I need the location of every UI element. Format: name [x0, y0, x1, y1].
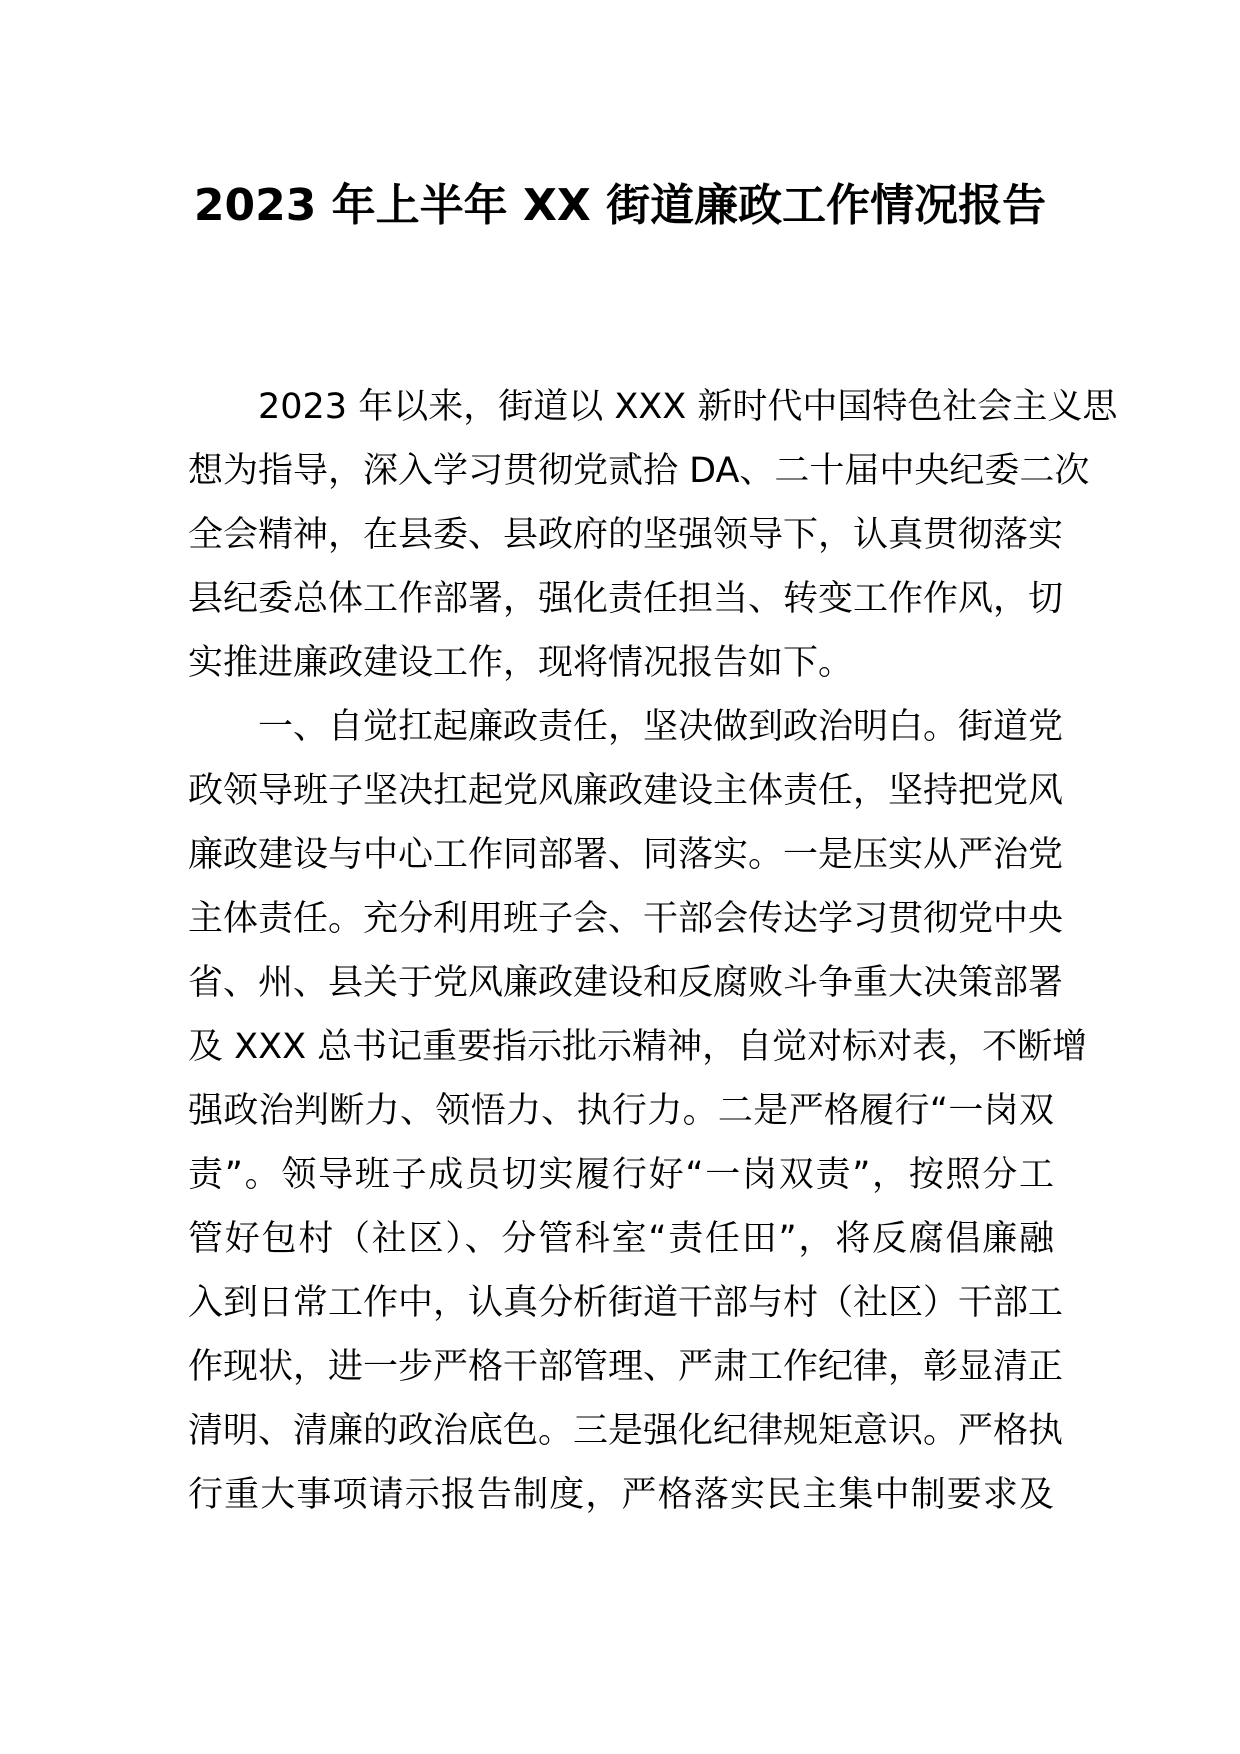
- paragraph-2-line-11: 作现状，进一步严格干部管理、严肃工作纪律，彰显清正: [188, 1347, 1064, 1387]
- paragraph-2-line-9: 管好包村（社区）、分管科室“责任田”，将反腐倡廉融: [188, 1219, 1054, 1259]
- paragraph-1-line-3: 全会精神，在县委、县政府的坚强领导下，认真贯彻落实: [188, 515, 1064, 555]
- paragraph-1-line-4: 县纪委总体工作部署，强化责任担当、转变工作作风，切: [188, 579, 1064, 619]
- paragraph-2-line-13: 行重大事项请示报告制度，严格落实民主集中制要求及: [188, 1475, 1054, 1515]
- paragraph-1-line-1: 2023 年以来，街道以 XXX 新时代中国特色社会主义思: [258, 387, 1118, 427]
- paragraph-2-line-3: 廉政建设与中心工作同部署、同落实。一是压实从严治党: [188, 835, 1064, 875]
- paragraph-2-line-1: 一、自觉扛起廉政责任，坚决做到政治明白。街道党: [258, 707, 1064, 747]
- paragraph-2-line-4: 主体责任。充分利用班子会、干部会传达学习贯彻党中央: [188, 899, 1064, 939]
- document-title: 2023 年上半年 XX 街道廉政工作情况报告: [193, 180, 1047, 231]
- paragraph-1-line-5: 实推进廉政建设工作，现将情况报告如下。: [188, 643, 854, 683]
- paragraph-2-line-12: 清明、清廉的政治底色。三是强化纪律规矩意识。严格执: [188, 1411, 1064, 1451]
- paragraph-2-line-6: 及 XXX 总书记重要指示批示精神，自觉对标对表，不断增: [188, 1027, 1088, 1067]
- paragraph-2-line-5: 省、州、县关于党风廉政建设和反腐败斗争重大决策部署: [188, 963, 1064, 1003]
- paragraph-1-line-2: 想为指导，深入学习贯彻党贰拾 DA、二十届中央纪委二次: [188, 451, 1090, 491]
- paragraph-2-line-8: 责”。领导班子成员切实履行好“一岗双责”，按照分工: [188, 1155, 1054, 1195]
- paragraph-2-line-10: 入到日常工作中，认真分析街道干部与村（社区）干部工: [188, 1283, 1064, 1323]
- paragraph-2-line-7: 强政治判断力、领悟力、执行力。二是严格履行“一岗双: [188, 1091, 1054, 1131]
- paragraph-2-line-2: 政领导班子坚决扛起党风廉政建设主体责任，坚持把党风: [188, 771, 1064, 811]
